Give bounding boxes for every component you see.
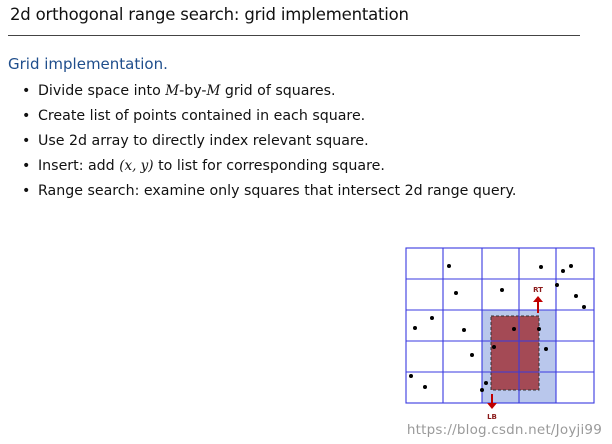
- bullet-text: Divide space into: [38, 83, 166, 99]
- point: [574, 294, 578, 298]
- rt-arrow-icon: [533, 296, 543, 313]
- slide-title: 2d orthogonal range search: grid implementation: [10, 5, 409, 24]
- query-rectangle: [491, 316, 539, 390]
- title-divider: [8, 35, 580, 36]
- bullet-text: Insert: add: [38, 158, 120, 174]
- rt-label: RT: [533, 286, 543, 294]
- point: [500, 288, 504, 292]
- bullet-2d-array: • Use 2d array to directly index relevant square.: [22, 129, 516, 154]
- math-xy: (x, y): [119, 158, 154, 174]
- point: [480, 388, 484, 392]
- point: [569, 264, 573, 268]
- point: [539, 265, 543, 269]
- point: [582, 305, 586, 309]
- point: [430, 316, 434, 320]
- bullet-create-list: • Create list of points contained in each square.: [22, 104, 516, 129]
- highlight-cells: [482, 310, 556, 403]
- bullet-divide-space: [22, 79, 516, 104]
- point: [555, 283, 559, 287]
- point: [544, 347, 548, 351]
- point: [512, 327, 516, 331]
- bullet-text: to list for corresponding square.: [153, 158, 385, 174]
- point: [492, 345, 496, 349]
- bullet-insert: [22, 154, 516, 179]
- point: [447, 264, 451, 268]
- lb-arrow-icon: [487, 394, 497, 409]
- point: [413, 326, 417, 330]
- bullet-text: grid of squares.: [220, 83, 336, 99]
- bullet-list: [22, 79, 516, 204]
- grid-lines: [406, 248, 594, 403]
- point: [423, 385, 427, 389]
- bullet-text: -by-: [179, 83, 207, 99]
- point: [561, 269, 565, 273]
- bullet-range-search: • Range search: examine only squares that intersect 2d range query.: [22, 179, 516, 204]
- point: [462, 328, 466, 332]
- watermark: https://blog.csdn.net/Joyji99: [406, 422, 602, 438]
- point: [484, 381, 488, 385]
- math-m: M: [206, 83, 221, 99]
- data-points: [409, 264, 586, 392]
- section-heading: Grid implementation.: [8, 55, 168, 73]
- lb-label: LB: [487, 413, 497, 421]
- point: [470, 353, 474, 357]
- point: [537, 327, 541, 331]
- math-m: M: [165, 83, 180, 99]
- point: [454, 291, 458, 295]
- point: [409, 374, 413, 378]
